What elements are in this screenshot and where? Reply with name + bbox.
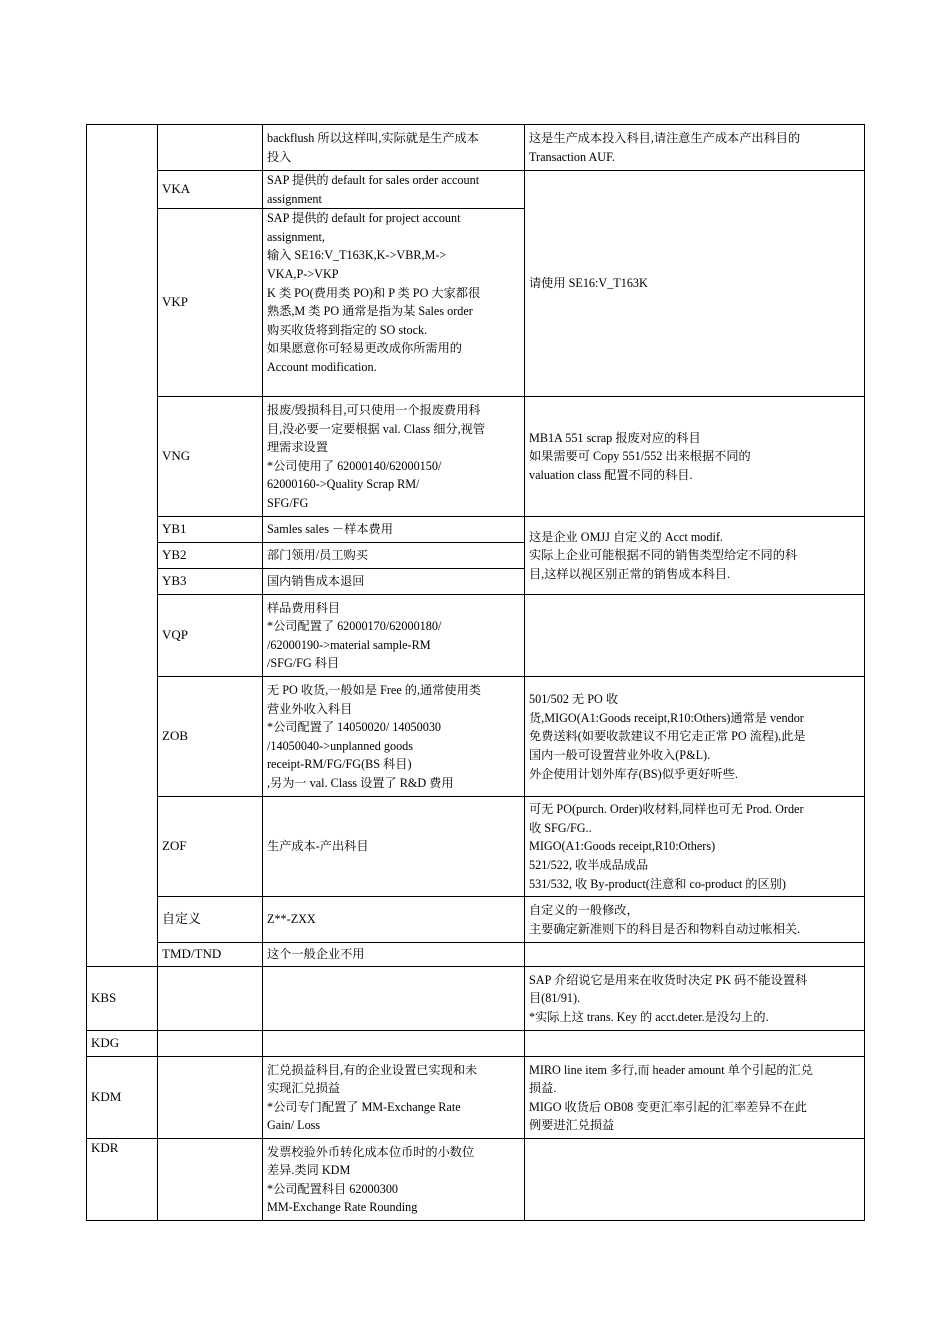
note-cell bbox=[525, 797, 865, 897]
text-line: 样品费用科目 bbox=[267, 600, 341, 615]
text-line: 无 PO 收货,一般如是 Free 的,通常使用类 bbox=[267, 682, 481, 697]
text-line: 这是生产成本投入科目,请注意生产成本产出科目的 bbox=[529, 130, 801, 145]
key-cell bbox=[158, 967, 263, 1031]
text-line: /62000190->material sample-RM bbox=[267, 637, 431, 652]
note-cell bbox=[525, 897, 865, 943]
description-cell bbox=[263, 677, 525, 797]
group-cell: KDG bbox=[87, 1031, 158, 1057]
note-cell bbox=[525, 677, 865, 797]
table-row bbox=[87, 1031, 865, 1057]
text-line: 发票校验外币转化成本位币时的小数位 bbox=[267, 1144, 475, 1159]
description-cell bbox=[263, 595, 525, 677]
text-line: 主要确定新准则下的科目是否和物料自动过帐相关. bbox=[529, 921, 801, 936]
note-cell bbox=[525, 1139, 865, 1221]
text-line: 国内销售成本退回 bbox=[267, 574, 365, 589]
table-row bbox=[87, 943, 865, 967]
text-line: assignment bbox=[267, 191, 322, 206]
note-cell bbox=[525, 1057, 865, 1139]
table-row bbox=[87, 171, 865, 209]
description-cell bbox=[263, 209, 525, 397]
description-cell bbox=[263, 543, 525, 569]
table-row bbox=[87, 967, 865, 1031]
text-line: *公司配置科目 62000300 bbox=[267, 1181, 399, 1196]
description-cell bbox=[263, 1139, 525, 1221]
text-line: 501/502 无 PO 收 bbox=[529, 692, 619, 707]
note-cell bbox=[525, 517, 865, 595]
table-row bbox=[87, 595, 865, 677]
key-cell bbox=[158, 1057, 263, 1139]
key-cell: VNG bbox=[158, 397, 263, 517]
text-line: 可无 PO(purch. Order)收材料,同样也可无 Prod. Order bbox=[529, 802, 804, 817]
text-line: SAP 提供的 default for sales order account bbox=[267, 173, 480, 187]
text-line: 货,MIGO(A1:Goods receipt,R10:Others)通常是 vendor bbox=[529, 710, 804, 725]
description-cell bbox=[263, 897, 525, 943]
text-line: 报废/毁损科目,可只使用一个报废费用科 bbox=[267, 402, 481, 417]
text-line: Account modification. bbox=[267, 359, 377, 374]
key-cell: YB3 bbox=[158, 569, 263, 595]
key-cell: VKA bbox=[158, 171, 263, 209]
text-line: 实际上企业可能根据不同的销售类型给定不同的科 bbox=[529, 548, 798, 563]
text-line: 请使用 SE16:V_T163K bbox=[529, 276, 648, 291]
key-cell: YB1 bbox=[158, 517, 263, 543]
text-line: 营业外收入科目 bbox=[267, 701, 353, 716]
group-cell: KDR bbox=[87, 1139, 158, 1221]
text-line: 外企使用计划外库存(BS)似乎更好听些. bbox=[529, 766, 738, 781]
key-cell: VQP bbox=[158, 595, 263, 677]
note-cell bbox=[525, 595, 865, 677]
description-cell bbox=[263, 397, 525, 517]
table-row bbox=[87, 1057, 865, 1139]
text-line: 目,没必要一定要根据 val. Class 细分,视管 bbox=[267, 421, 486, 436]
text-line: 生产成本-产出科目 bbox=[267, 839, 369, 854]
table-row bbox=[87, 397, 865, 517]
text-line: Z**-ZXX bbox=[267, 912, 316, 927]
text-line: Gain/ Loss bbox=[267, 1118, 321, 1133]
text-line: 损益. bbox=[529, 1081, 557, 1096]
description-cell bbox=[263, 517, 525, 543]
table-row bbox=[87, 897, 865, 943]
text-line: 输入 SE16:V_T163K,K->VBR,M-> bbox=[267, 248, 447, 263]
note-cell bbox=[525, 943, 865, 967]
text-line: 如果愿意你可轻易更改成你所需用的 bbox=[267, 341, 462, 356]
text-line: K 类 PO(费用类 PO)和 P 类 PO 大家都很 bbox=[267, 285, 481, 300]
group-cell bbox=[87, 125, 158, 967]
text-line: *公司配置了 62000170/62000180/ bbox=[267, 619, 442, 634]
text-line: ,另为一 val. Class 设置了 R&D 费用 bbox=[267, 775, 454, 790]
text-line: 熟悉,M 类 PO 通常是指为某 Sales order bbox=[267, 304, 473, 319]
text-line: Transaction AUF. bbox=[529, 149, 615, 164]
key-cell: ZOB bbox=[158, 677, 263, 797]
text-line: Samles sales －样本费用 bbox=[267, 522, 393, 537]
description-cell bbox=[263, 797, 525, 897]
text-line: 差异.类同 KDM bbox=[267, 1163, 351, 1178]
text-line: MIGO(A1:Goods receipt,R10:Others) bbox=[529, 839, 716, 854]
text-line: 免费送料(如要收款建议不用它走正常 PO 流程),此是 bbox=[529, 729, 806, 744]
note-cell bbox=[525, 397, 865, 517]
text-line: MIGO 收货后 OB08 变更汇率引起的汇率差异不在此 bbox=[529, 1099, 807, 1114]
text-line: MIRO line item 多行,而 header amount 单个引起的汇兑 bbox=[529, 1062, 813, 1077]
text-line: MM-Exchange Rate Rounding bbox=[267, 1200, 418, 1215]
text-line: 如果需要可 Copy 551/552 出来根据不同的 bbox=[529, 449, 751, 464]
key-cell: ZOF bbox=[158, 797, 263, 897]
text-line: /SFG/FG 科目 bbox=[267, 656, 340, 671]
table-row bbox=[87, 125, 865, 171]
text-line: VKA,P->VKP bbox=[267, 266, 339, 281]
text-line: 521/522, 收半成品成品 bbox=[529, 857, 649, 872]
text-line: 收 SFG/FG.. bbox=[529, 820, 592, 835]
text-line: MB1A 551 scrap 报废对应的科目 bbox=[529, 430, 701, 445]
note-cell bbox=[525, 1031, 865, 1057]
text-line: 例要进汇兑损益 bbox=[529, 1118, 615, 1133]
table-row bbox=[87, 517, 865, 543]
note-cell bbox=[525, 125, 865, 171]
table-row bbox=[87, 797, 865, 897]
key-cell bbox=[158, 1031, 263, 1057]
text-line: 实现汇兑损益 bbox=[267, 1081, 341, 1096]
text-line: 购买收货将到指定的 SO stock. bbox=[267, 322, 428, 337]
text-line: 目(81/91). bbox=[529, 991, 581, 1006]
text-line: 目,这样以视区别正常的销售成本科目. bbox=[529, 566, 731, 581]
group-cell: KBS bbox=[87, 967, 158, 1031]
description-cell bbox=[263, 171, 525, 209]
key-cell: TMD/TND bbox=[158, 943, 263, 967]
text-line: 62000160->Quality Scrap RM/ bbox=[267, 477, 420, 492]
text-line: /14050040->unplanned goods bbox=[267, 738, 414, 753]
account-modification-table bbox=[86, 124, 865, 1221]
text-line: 自定义的一般修改， bbox=[529, 903, 639, 918]
key-cell bbox=[158, 1139, 263, 1221]
note-cell bbox=[525, 967, 865, 1031]
key-cell: 自定义 bbox=[158, 897, 263, 943]
text-line: *公司专门配置了 MM-Exchange Rate bbox=[267, 1099, 461, 1114]
key-cell: YB2 bbox=[158, 543, 263, 569]
text-line: valuation class 配置不同的科目. bbox=[529, 467, 693, 482]
text-line: receipt-RM/FG/FG(BS 科目) bbox=[267, 757, 412, 772]
text-line: 汇兑损益科目,有的企业设置已实现和未 bbox=[267, 1062, 478, 1077]
text-line: 这是企业 OMJJ 自定义的 Acct modif. bbox=[529, 529, 723, 544]
text-line: *公司配置了 14050020/ 14050030 bbox=[267, 720, 442, 735]
description-cell bbox=[263, 1031, 525, 1057]
text-line: *实际上这 trans. Key 的 acct.deter.是没勾上的. bbox=[529, 1009, 769, 1024]
description-cell bbox=[263, 125, 525, 171]
text-line: assignment, bbox=[267, 229, 325, 244]
text-line: 投入 bbox=[267, 149, 292, 164]
text-line: SFG/FG bbox=[267, 495, 309, 510]
group-cell: KDM bbox=[87, 1057, 158, 1139]
text-line: 理需求设置 bbox=[267, 440, 328, 455]
text-line: 这个一般企业不用 bbox=[267, 947, 365, 962]
text-line: SAP 介绍说它是用来在收货时决定 PK 码不能设置科 bbox=[529, 972, 808, 987]
description-cell bbox=[263, 1057, 525, 1139]
table-row bbox=[87, 677, 865, 797]
text-line: backflush 所以这样叫,实际就是生产成本 bbox=[267, 130, 479, 145]
key-cell bbox=[158, 125, 263, 171]
text-line: SAP 提供的 default for project account bbox=[267, 211, 461, 226]
description-cell bbox=[263, 967, 525, 1031]
text-line: *公司使用了 62000140/62000150/ bbox=[267, 458, 442, 473]
text-line: 国内一般可设置营业外收入(P&L). bbox=[529, 747, 711, 762]
description-cell bbox=[263, 569, 525, 595]
key-cell: VKP bbox=[158, 209, 263, 397]
table-row bbox=[87, 1139, 865, 1221]
text-line: 531/532, 收 By-product(注意和 co-product 的区别) bbox=[529, 876, 786, 891]
text-line: 部门领用/员工购买 bbox=[267, 548, 368, 563]
note-cell bbox=[525, 171, 865, 397]
description-cell bbox=[263, 943, 525, 967]
